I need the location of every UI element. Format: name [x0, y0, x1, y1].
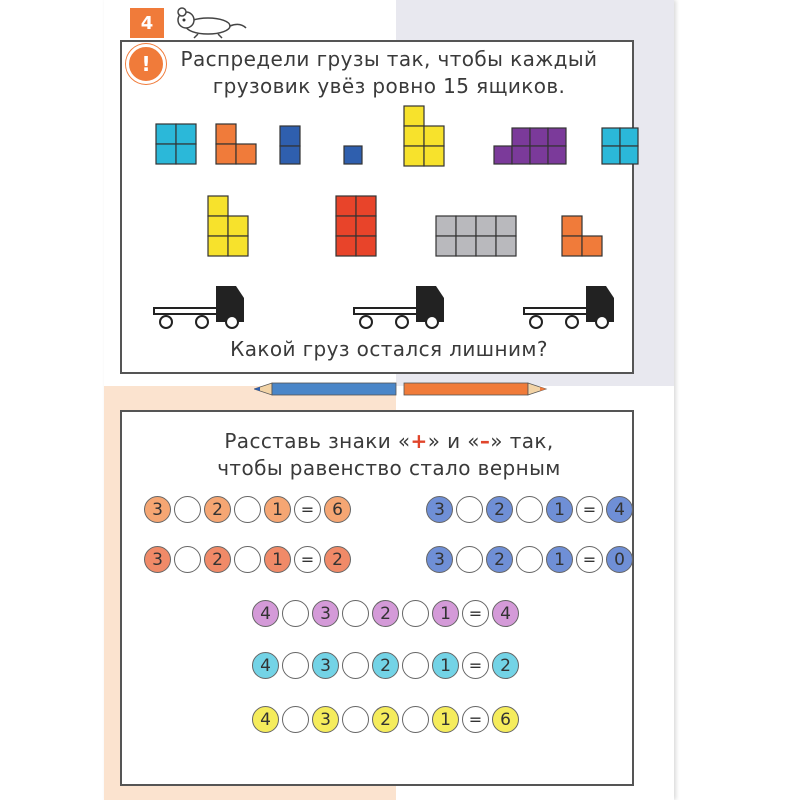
cargo-purple-7 — [494, 128, 566, 164]
pencils-divider — [254, 381, 654, 397]
task2-instruction — [104, 428, 674, 482]
number-circle: 1 — [432, 652, 459, 679]
equals-circle: = — [462, 652, 489, 679]
number-circle: 1 — [432, 600, 459, 627]
result-circle: 4 — [492, 600, 519, 627]
orange-pencil — [404, 383, 546, 395]
cargo-blue-1x2 — [280, 126, 300, 164]
number-circle: 4 — [252, 706, 279, 733]
task1-question: Какой груз остался лишним? — [230, 337, 548, 361]
sign-blank-circle[interactable] — [456, 546, 483, 573]
cargo-gray-8 — [436, 216, 516, 256]
sign-blank-circle[interactable] — [342, 652, 369, 679]
sign-blank-circle[interactable] — [516, 546, 543, 573]
equation-row — [144, 546, 351, 573]
sign-blank-circle[interactable] — [342, 600, 369, 627]
sign-blank-circle[interactable] — [282, 600, 309, 627]
number-circle: 1 — [264, 546, 291, 573]
page-number-badge: 4 — [130, 8, 164, 38]
cargo-cyan-2x2-b — [602, 128, 638, 164]
equals-circle: = — [294, 546, 321, 573]
result-circle: 6 — [492, 706, 519, 733]
number-circle: 2 — [372, 600, 399, 627]
task1-line1: Распредели грузы так, чтобы каждый — [180, 47, 598, 71]
equation-row — [252, 652, 519, 679]
equals-circle: = — [462, 706, 489, 733]
plus-sign: + — [410, 429, 428, 453]
cargo-yellow-5 — [404, 106, 444, 166]
number-circle: 4 — [252, 652, 279, 679]
task1-instruction — [104, 46, 674, 100]
number-circle: 2 — [204, 496, 231, 523]
task2-line1-c: » так, — [490, 429, 554, 453]
equation-row — [252, 600, 519, 627]
number-circle: 3 — [426, 546, 453, 573]
mouse-icon — [168, 4, 248, 40]
equation-row — [144, 496, 351, 523]
equation-row — [426, 496, 633, 523]
truck-2 — [354, 286, 444, 328]
task2-line1-a: Расставь знаки « — [224, 429, 411, 453]
equals-circle: = — [576, 496, 603, 523]
task2-line1 — [104, 428, 674, 455]
number-circle: 3 — [312, 652, 339, 679]
sign-blank-circle[interactable] — [402, 600, 429, 627]
result-circle: 4 — [606, 496, 633, 523]
number-circle: 1 — [264, 496, 291, 523]
worksheet-page — [104, 0, 674, 800]
minus-sign: – — [479, 429, 491, 453]
equals-circle: = — [294, 496, 321, 523]
equals-circle: = — [462, 600, 489, 627]
cargo-yellow-5-b — [208, 196, 248, 256]
truck-3 — [524, 286, 614, 328]
result-circle: 2 — [492, 652, 519, 679]
number-circle: 2 — [486, 496, 513, 523]
equals-circle: = — [576, 546, 603, 573]
result-circle: 0 — [606, 546, 633, 573]
number-circle: 2 — [372, 652, 399, 679]
number-circle: 1 — [546, 546, 573, 573]
cargo-orange-L-b — [562, 216, 602, 256]
task2-line2: чтобы равенство стало верным — [217, 456, 561, 480]
equation-row — [426, 546, 633, 573]
sign-blank-circle[interactable] — [174, 496, 201, 523]
sign-blank-circle[interactable] — [282, 652, 309, 679]
number-circle: 3 — [144, 496, 171, 523]
task2-line1-b: » и « — [427, 429, 480, 453]
sign-blank-circle[interactable] — [174, 546, 201, 573]
cargo-and-trucks — [104, 100, 674, 340]
number-circle: 1 — [546, 496, 573, 523]
number-circle: 3 — [144, 546, 171, 573]
equation-row — [252, 706, 519, 733]
number-circle: 2 — [204, 546, 231, 573]
sign-blank-circle[interactable] — [234, 496, 261, 523]
blue-pencil — [254, 383, 396, 395]
sign-blank-circle[interactable] — [342, 706, 369, 733]
sign-blank-circle[interactable] — [282, 706, 309, 733]
sign-blank-circle[interactable] — [402, 652, 429, 679]
number-circle: 3 — [312, 600, 339, 627]
sign-blank-circle[interactable] — [402, 706, 429, 733]
cargo-orange-L — [216, 124, 256, 164]
cargo-blue-1x1 — [344, 146, 362, 164]
number-circle: 2 — [486, 546, 513, 573]
sign-blank-circle[interactable] — [234, 546, 261, 573]
sign-blank-circle[interactable] — [516, 496, 543, 523]
alert-icon: ! — [126, 44, 166, 84]
result-circle: 2 — [324, 546, 351, 573]
number-circle: 1 — [432, 706, 459, 733]
number-circle: 3 — [426, 496, 453, 523]
truck-1 — [154, 286, 244, 328]
cargo-cyan-2x2 — [156, 124, 196, 164]
task1-line2: грузовик увёз ровно 15 ящиков. — [212, 74, 566, 98]
sign-blank-circle[interactable] — [456, 496, 483, 523]
cargo-red-6 — [336, 196, 376, 256]
number-circle: 2 — [372, 706, 399, 733]
number-circle: 3 — [312, 706, 339, 733]
number-circle: 4 — [252, 600, 279, 627]
result-circle: 6 — [324, 496, 351, 523]
